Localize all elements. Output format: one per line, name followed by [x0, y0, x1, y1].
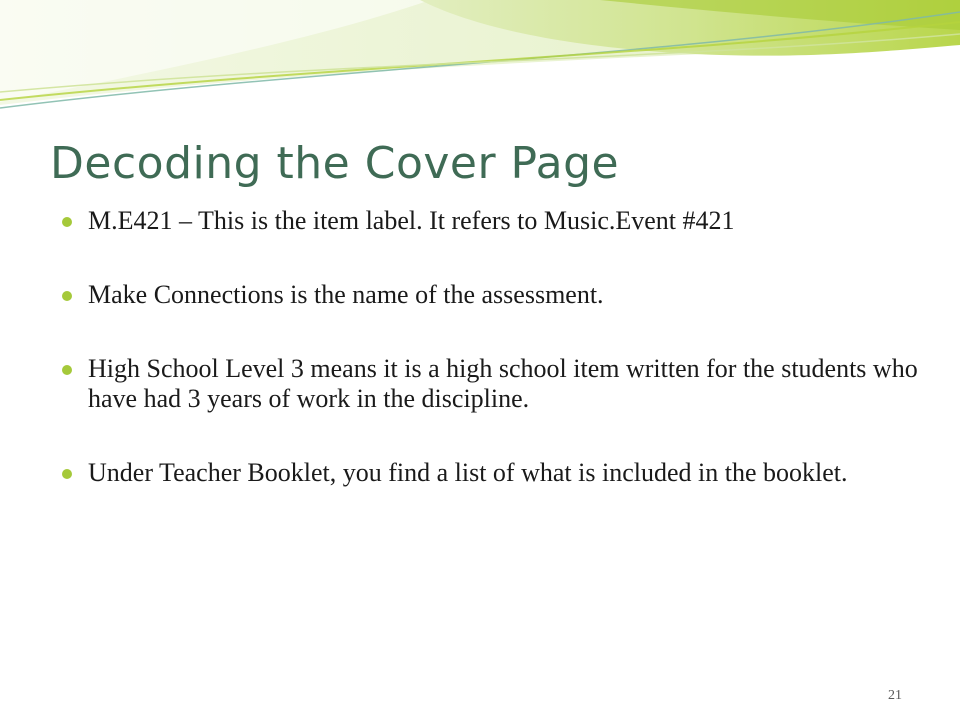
header-swoosh-decoration — [0, 0, 960, 120]
bullet-list — [62, 206, 922, 488]
slide-title: Decoding the Cover Page — [50, 138, 620, 189]
bullet-marker-icon — [62, 469, 72, 479]
page-number: 21 — [888, 688, 902, 703]
bullet-item — [62, 206, 922, 236]
bullet-marker-icon — [62, 291, 72, 301]
bullet-text: Make Connections is the name of the assessment. — [88, 280, 604, 309]
bullet-marker-icon — [62, 217, 72, 227]
bullet-item — [62, 280, 922, 310]
bullet-text: High School Level 3 means it is a high school item written for the students who have had 3 years of work in the discipline. — [88, 354, 918, 413]
bullet-marker-icon — [62, 365, 72, 375]
bullet-item — [62, 354, 922, 414]
bullet-item — [62, 458, 922, 488]
bullet-text: M.E421 – This is the item label. It refers to Music.Event #421 — [88, 206, 735, 235]
bullet-text: Under Teacher Booklet, you find a list of what is included in the booklet. — [88, 458, 848, 487]
